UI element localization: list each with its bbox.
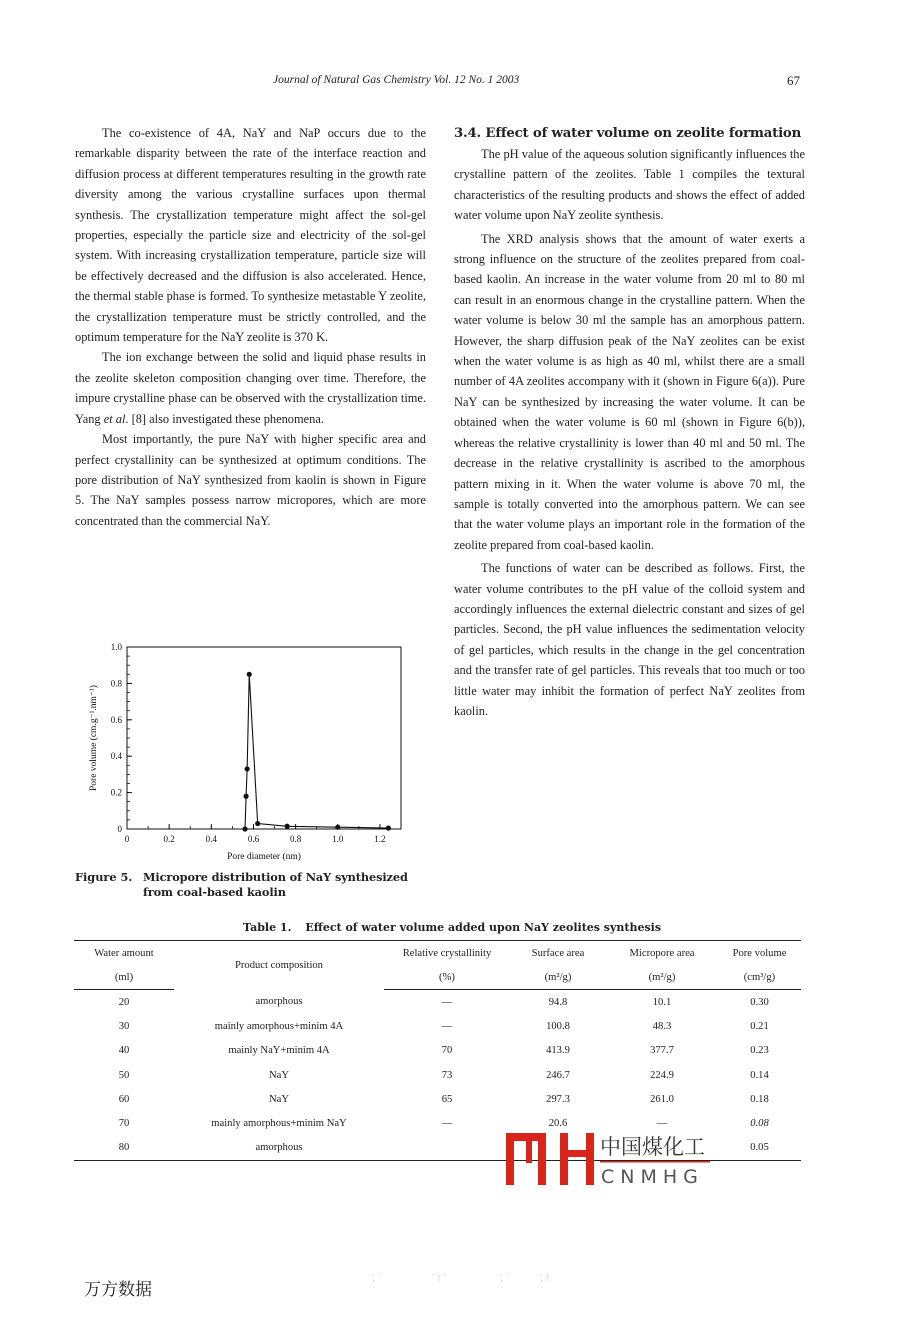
header-micropore-area: Micropore area <box>606 941 718 966</box>
cell-pore-volume: 0.14 <box>750 1069 769 1081</box>
cell-water-amount: 20 <box>118 996 130 1008</box>
table-row <box>74 1063 801 1087</box>
logo-divider <box>600 1161 710 1163</box>
cell-pore-volume: 0.21 <box>750 1020 769 1032</box>
right-column <box>454 123 805 721</box>
cell-product-composition: mainly NaY+minim 4A <box>228 1045 330 1057</box>
table-row <box>74 1014 801 1038</box>
header-surface-area: Surface area <box>510 941 606 966</box>
y-tick-label: 0.2 <box>110 787 122 798</box>
scan-noise: ˙ ⁝ ˙ <box>430 1274 448 1284</box>
running-header <box>0 74 904 94</box>
figure-caption <box>75 870 426 900</box>
y-tick-label: 0 <box>117 824 122 834</box>
x-tick-label: 1.2 <box>374 834 386 844</box>
data-point <box>242 826 247 831</box>
cell-pore-volume: 0.05 <box>718 1136 801 1161</box>
plot-frame <box>127 647 401 829</box>
cell-product-composition: NaY <box>268 1069 289 1081</box>
unit-micropore-area: (m²/g) <box>606 965 718 990</box>
scan-noise: ⁚ ˙ <box>500 1274 511 1284</box>
table-row <box>74 990 801 1015</box>
data-point <box>335 825 340 830</box>
table-row <box>74 1087 801 1111</box>
cell-product-composition: mainly amorphous+minim NaY <box>211 1118 347 1130</box>
cell-pore-volume: 0.08 <box>750 1118 769 1130</box>
header-pore-volume: Pore volume <box>718 941 801 966</box>
table-caption: Effect of water volume added upon NaY zeolites synthesis <box>305 921 662 934</box>
cell-pore-volume: 0.23 <box>750 1045 769 1057</box>
cell-surface-area: 413.9 <box>546 1045 570 1057</box>
scan-noise: ⁚ ˙ <box>372 1274 383 1284</box>
x-tick-label: 1.0 <box>332 834 344 844</box>
figure-5-chart <box>80 638 420 868</box>
logo-english-text: CNMHG <box>601 1166 704 1188</box>
cell-water-amount: 70 <box>118 1118 130 1130</box>
cell-product-composition: mainly amorphous+minim 4A <box>214 1020 344 1032</box>
unit-water-amount: (ml) <box>74 965 174 990</box>
x-tick-label: 0.4 <box>205 834 217 844</box>
mh-logo-icon <box>506 1133 594 1185</box>
header-product-composition: Product composition <box>174 941 384 990</box>
data-point <box>386 825 391 830</box>
journal-title: Journal of Natural Gas Chemistry Vol. 12 No. 1 2003 <box>273 74 520 86</box>
data-point <box>245 766 250 771</box>
cell-micropore-area: 377.7 <box>650 1045 674 1057</box>
table-header-row <box>74 941 801 966</box>
table-label: Table 1. <box>242 921 292 934</box>
cell-water-amount: 30 <box>118 1020 130 1032</box>
x-tick-label: 0.6 <box>247 834 260 844</box>
x-tick-label: 0.8 <box>289 834 302 844</box>
table-title <box>0 921 904 934</box>
left-column <box>75 123 426 531</box>
cell-relative-crystallinity: 70 <box>441 1045 453 1057</box>
y-tick-label: 0.8 <box>110 678 122 689</box>
header-water-amount: Water amount <box>74 941 174 966</box>
paragraph: The pH value of the aqueous solution significantly influences the crystalline pattern of the zeolites. Table 1 compiles the textural characteristics of the resulting products and shows the effect of added water volume upon NaY zeolite synthesis. <box>454 147 805 223</box>
cell-relative-crystallinity: — <box>441 1020 453 1032</box>
y-axis-label: Pore volume (cm.g⁻¹.nm⁻¹) <box>89 685 99 791</box>
figure-caption-text: Micropore distribution of NaY synthesized from coal-based kaolin <box>143 870 408 899</box>
table-row <box>74 1039 801 1063</box>
cell-micropore-area: 224.9 <box>650 1069 674 1081</box>
cell-surface-area: 20.6 <box>548 1118 568 1130</box>
data-point <box>247 672 252 677</box>
x-tick-label: 0.2 <box>163 834 175 844</box>
source-watermark: 万方数据 <box>84 1280 152 1300</box>
cell-micropore-area: 48.3 <box>652 1020 672 1032</box>
cell-water-amount: 50 <box>118 1069 130 1081</box>
cell-relative-crystallinity: 73 <box>441 1069 453 1081</box>
section-title: 3.4. Effect of water volume on zeolite formation <box>454 126 802 141</box>
logo-chinese-text: 中国煤化工 <box>600 1135 705 1159</box>
cell-water-amount: 40 <box>118 1045 130 1057</box>
data-point <box>255 821 260 826</box>
y-tick-label: 0.4 <box>110 751 122 762</box>
cell-product-composition: NaY <box>268 1093 289 1105</box>
cell-surface-area: 246.7 <box>546 1069 570 1081</box>
cell-relative-crystallinity: — <box>441 996 453 1008</box>
cell-micropore-area: 10.1 <box>652 996 672 1008</box>
scan-noise: ⁚ ⁝ <box>540 1274 549 1284</box>
paragraph: The functions of water can be described as follows. First, the water volume contributes to the pH value of the colloid system and accordingly influences the external dielectric constant and sizes of gel particles. Second, the pH value influences the sedimentation velocity of gel particles, which results in the change in the gel concentration and the transfer rate of gel particles. This reveals that too much or too little water may inhibit the formation of perfect NaY zeolites from kaolin. <box>454 561 805 718</box>
y-tick-label: 1.0 <box>110 642 122 652</box>
cell-water-amount: 80 <box>74 1136 174 1161</box>
pore-distribution-chart <box>80 638 420 868</box>
unit-pore-volume: (cm³/g) <box>718 965 801 990</box>
cell-pore-volume: 0.18 <box>750 1093 769 1105</box>
data-point <box>285 824 290 829</box>
cell-water-amount: 60 <box>118 1093 130 1105</box>
cell-surface-area: 100.8 <box>546 1020 570 1032</box>
cell-relative-crystallinity <box>384 1136 510 1161</box>
x-axis-label: Pore diameter (nm) <box>227 852 301 862</box>
header-relative-crystallinity: Relative crystallinity <box>384 941 510 966</box>
cell-surface-area: 297.3 <box>546 1093 570 1105</box>
cell-surface-area: 94.8 <box>548 996 568 1008</box>
x-tick-label: 0 <box>124 834 130 844</box>
unit-relative-crystallinity: (%) <box>384 965 510 990</box>
paragraph: The ion exchange between the solid and liquid phase results in the zeolite skeleton composition changing over time. Therefore, the impure crystalline phase can be observed with the crystallization time. Yang et al. [8] also investigated these phenomena. <box>75 350 426 426</box>
cnmhg-watermark-logo <box>500 1128 720 1190</box>
cell-relative-crystallinity: 65 <box>441 1093 453 1105</box>
data-point <box>243 794 248 799</box>
y-tick-label: 0.6 <box>110 714 122 725</box>
cell-pore-volume: 0.30 <box>750 996 769 1008</box>
series-line <box>245 674 388 829</box>
paragraph: The XRD analysis shows that the amount of water exerts a strong influence on the structure of the zeolites prepared from coal-based kaolin. An increase in the water volume from 20 ml to 80 ml can result in an enormous change in the crystalline pattern. When the water volume is below 30 ml the sample has an amorphous pattern. However, the sharp diffusion peak of the NaY zeolites can be exist when the water volume is as high as 40 ml, whilst there are a small number of 4A zeolites accompany with it (shown in Figure 6(a)). Pure NaY can be synthesized by increasing the water volume. It can be obtained when the water volume is 60 ml (shown in Figure 6(b)), whereas the relative crystallinity is lower than 40 ml and 50 ml. The decrease in the relative crystallinity is ascribed to the amorphous pattern mixing in it. When the water volume is above 70 ml, the sample is totally converted into the amorphous pattern. We can see that the water volume plays an important role in the formation of the zeolite prepared from coal-based kaolin. <box>454 231 805 552</box>
unit-surface-area: (m²/g) <box>510 965 606 990</box>
paragraph: Most importantly, the pure NaY with higher specific area and perfect crystallinity can be synthesized at optimum conditions. The pore distribution of NaY synthesized from kaolin is shown in Figure 5. The NaY samples possess narrow micropores, which are more concentrated than the commercial NaY. <box>75 432 426 528</box>
paragraph: The co-existence of 4A, NaY and NaP occurs due to the remarkable disparity between the rate of the interface reaction and diffusion process at different temperatures resulting in the growth rate diversity among the various crystalline surfaces upon thermal synthesis. The crystallization temperature might affect the sol-gel properties, especially the particle size and electricity of the sol-gel system. With increasing crystallization temperature, particle size will be effectively decreased and the diffusion is also accelerated. Hence, the thermal stable phase is formed. To synthesize metastable Y zeolite, the crystallization temperature must be strictly controlled, and the optimum temperature for the NaY zeolite is 370 K. <box>75 126 426 345</box>
figure-label: Figure 5. <box>75 870 133 884</box>
cell-product-composition: amorphous <box>255 996 303 1008</box>
page-number: 67 <box>787 73 800 88</box>
cell-micropore-area: — <box>656 1118 668 1130</box>
cell-micropore-area: 261.0 <box>650 1093 674 1105</box>
cell-relative-crystallinity: — <box>441 1118 453 1130</box>
cell-product-composition: amorphous <box>174 1136 384 1161</box>
